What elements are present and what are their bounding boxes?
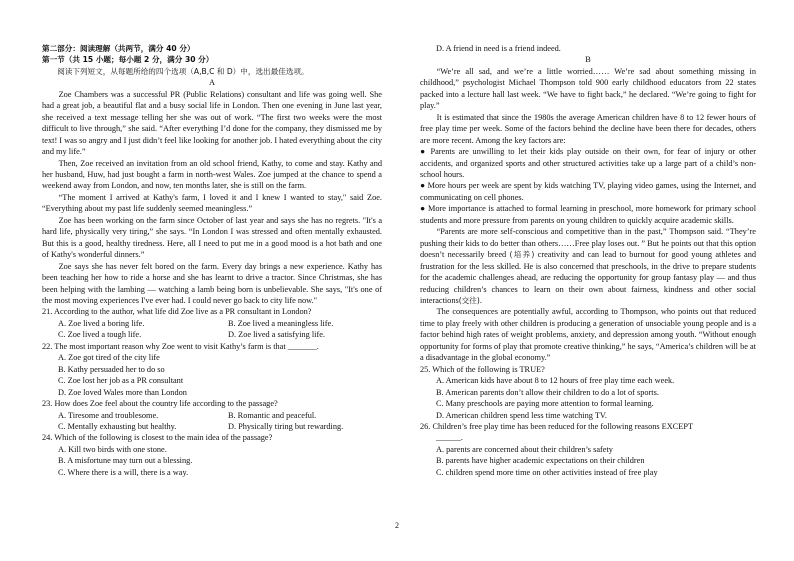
answer-option: A. Zoe lived a boring life. (58, 318, 145, 328)
passage-a-paragraph: Zoe Chambers was a successful PR (Public Relations) consultant and life was going well. She had a great job, a beautiful flat and a busy social life in London. Then one evening in June last year, she received a text message telling her she was out of work. “The first two weeks were the most difficult to live through,” she said. “After everything I’d done for the company, they dismissed me by text! I was so angry and I just didn’t feel like looking for another job. I hated everything about the city and my life.” (42, 89, 382, 157)
answer-option: A. Tiresome and troublesome. (58, 410, 159, 420)
answer-option: B. A misfortune may turn out a blessing. (58, 456, 193, 466)
passage-a-paragraph: Zoe has been working on the farm since October of last year and says she has no regrets. "It's a hard life, physically very tiring,” she says. “In London I was stressed and often mentally exhausted. But this is a good, healthy tiredness. Here, all I need to put me in a good mood is a hot bath and one of Kathy's wonderful dinners.” (42, 215, 382, 260)
answer-option: A. Kill two birds with one stone. (58, 444, 167, 454)
passage-a-paragraph: Then, Zoe received an invitation from an old school friend, Kathy, to come and stay. Kathy and her husband, Huw, had just bought a farm in north-west Wales. Zoe jumped at the chance to spend a weekend away from London, and now, ten months later, she is still on the farm. (42, 158, 382, 191)
instruction: 阅读下列短文，从每题所给的四个选项（A,B,C 和 D）中，选出最佳选项。 (57, 66, 309, 76)
answer-option: B. Zoe lived a meaningless life. (228, 318, 334, 328)
answer-option: B. American parents don’t allow their children to do a lot of sports. (436, 387, 659, 397)
answer-option: C. Mentally exhausting but healthy. (58, 421, 177, 431)
answer-option: A. American kids have about 8 to 12 hours of free play time each week. (436, 376, 675, 386)
section-heading: 第一节（共 15 小题；每小题 2 分，满分 30 分） (42, 55, 214, 65)
passage-a-paragraph: Zoe says she has never felt bored on the farm. Every day brings a new experience. Kathy has been teaching her how to ride a horse and she has learnt to drive a tractor. Since Christmas, she has been helping with the lambing — watching a lamb being born is unbelievable. She says, "It's one of the most moving experiences I've ever had. I could never go back to city life now." (42, 261, 382, 305)
paragraph-text: creativity and can lead to burnout for good young athletes and frustration for the less skilled. He is also concerned that preschools, in the drive to prepare students for the academic challenges ahead, are reducing the opportunity for group fantasy play — and thus reducing children’s chances to learn on their own about fairness, kindness and other social interactions (420, 250, 756, 305)
answer-option: D. Zoe loved Wales more than London (58, 387, 187, 397)
answer-option: C. Zoe lived a tough life. (58, 330, 142, 340)
passage-b-label: B (585, 55, 591, 65)
passage-b-paragraph (420, 226, 756, 306)
answer-option: A. Zoe got tired of the city life (58, 353, 160, 363)
answer-option: A. parents are concerned about their children’s safety (436, 444, 613, 454)
answer-option: B. Kathy persuaded her to do so (58, 364, 165, 374)
bullet-point: ● More hours per week are spent by kids watching TV, playing video games, using the Internet, and communicating on cell phones. (420, 181, 756, 202)
answer-option: D. American children spend less time watching TV. (436, 410, 607, 420)
part-heading: 第二部分：阅读理解（共两节，满分 40 分） (42, 44, 195, 53)
answer-option: B. parents have higher academic expectations on their children (436, 456, 645, 466)
passage-b-paragraph: “We’re all sad, and we’re a little worried…… We’re sad about something missing in childhood,” psychologist Michael Thompson told 900 early childhood educators from 22 states packed into a lecture hall last week. “We have to fight back,” he declared. “We’re going to fight for play.” (420, 66, 756, 111)
left-column (42, 43, 382, 478)
answer-option: C. Where there is a will, there is a way. (58, 467, 189, 477)
passage-b-paragraph: The consequences are potentially awful, according to Thompson, who points out that reduced time to play freely with other children is producing a generation of unsociable young people and is a factor behind high rates of weight problems, anxiety, and depression among youth. “Without enough opportunity for forms of play that promote creative thinking,” he says, “America’s children will be at a disadvantage in the global economy.” (420, 307, 756, 363)
right-column (420, 43, 756, 478)
answer-option: C. children spend more time on other activities instead of free play (436, 467, 658, 477)
bullet-point: ● Parents are unwilling to let their kids play outside on their own, for fear of injury or other accidents, and organized sports and other structured activities take up a large part of a child’s non-school hours. (420, 147, 756, 179)
bullet-point: ● More importance is attached to formal learning in preschool, more homework for primary school students and more pressure from parents on young children to quickly acquire academic skills. (420, 204, 756, 225)
question-stem: 24. Which of the following is closest to the main idea of the passage? (42, 433, 273, 443)
question-stem: 21. According to the author, what life did Zoe live as a PR consultant in London? (42, 307, 312, 317)
answer-blank: ______. (436, 433, 463, 443)
question-stem: 25. Which of the following is TRUE? (420, 364, 545, 374)
paragraph-text: . (479, 295, 482, 305)
page-number: 2 (395, 521, 399, 530)
chinese-gloss: (培养) (509, 250, 535, 260)
question-stem: 26. Children’s free play time has been reduced for the following reasons EXCEPT (420, 421, 694, 431)
passage-a-label: A (209, 78, 215, 88)
answer-option: D. A friend in need is a friend indeed. (436, 44, 561, 53)
question-stem: 23. How does Zoe feel about the country life according to the passage? (42, 399, 278, 409)
answer-option: D. Zoe lived a satisfying life. (228, 330, 326, 340)
passage-a-paragraph: “The moment I arrived at Kathy's farm, I loved it and I knew I wanted to stay," said Zoe. “Everything about my past life suddenly seemed meaningless.” (42, 192, 382, 214)
question-stem: 22. The most important reason why Zoe went to visit Kathy’s farm is that _______. (42, 341, 319, 351)
answer-option: C. Zoe lost her job as a PR consultant (58, 376, 184, 386)
paragraph-text: “Parents are more self-conscious and competitive than in the past,” Thompson said. “They’re pushing their kids to do better than others……Free play loses out. ” But he points out that this option doesn’t necessarily breed (420, 227, 756, 260)
passage-b-paragraph: It is estimated that since the 1980s the average American children have 8 to 12 fewer hours of free play time per week. Some of the factors behind the decline have been there for decades, others are more recent. Among the key factors are: (420, 112, 756, 145)
answer-option: D. Physically tiring but rewarding. (228, 421, 344, 431)
chinese-gloss: (交往) (458, 295, 480, 305)
answer-option: C. Many preschools are paying more attention to formal learning. (436, 399, 654, 409)
answer-option: B. Romantic and peaceful. (228, 410, 317, 420)
